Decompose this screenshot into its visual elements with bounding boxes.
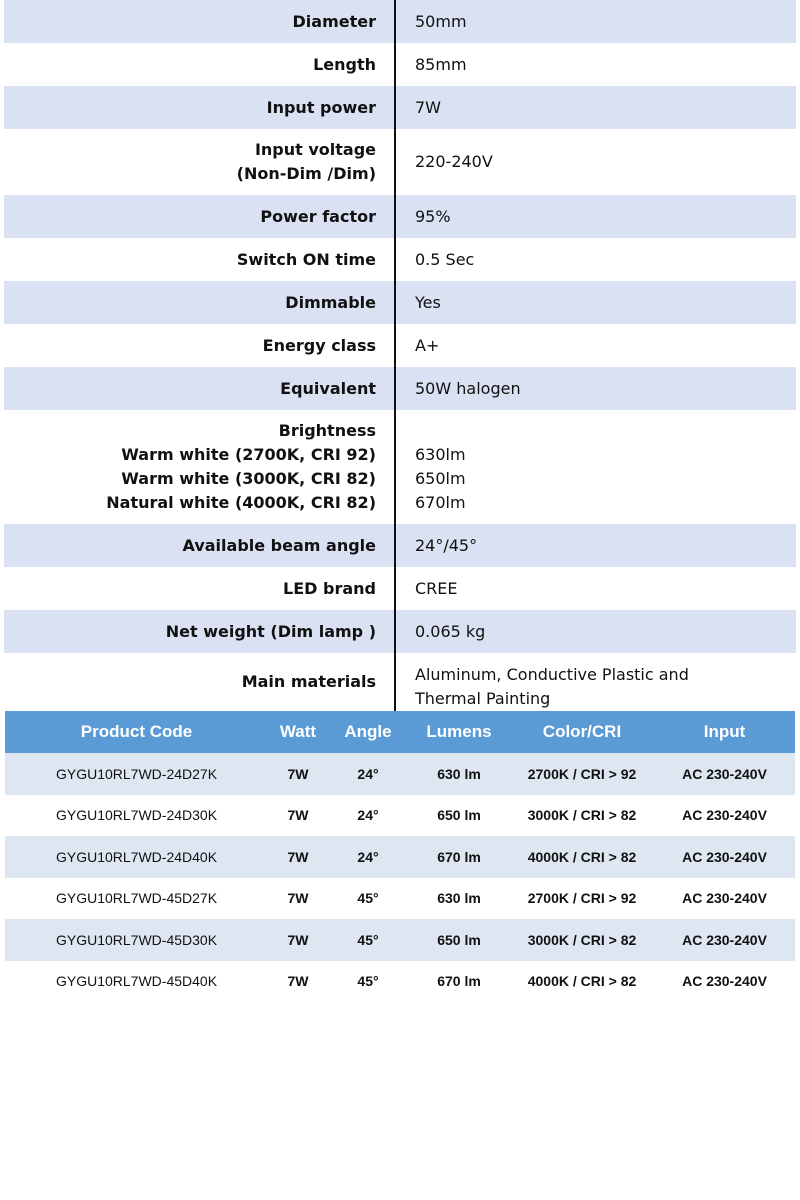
cell-watt: 7W	[287, 848, 309, 865]
cell-lumens: 650 lm	[437, 931, 481, 948]
spec-label	[4, 195, 396, 238]
spec-value	[396, 410, 796, 524]
spec-value-line: Yes	[415, 292, 441, 312]
cell-watt: 7W	[287, 973, 309, 990]
header-product-code: Product Code	[80, 722, 193, 741]
cell-color-cri: 2700K / CRI > 92	[527, 890, 637, 907]
header-lumens: Lumens	[426, 722, 492, 741]
cell-angle: 45°	[357, 890, 379, 907]
spec-label-line: Brightness	[278, 421, 376, 440]
spec-label-line: Energy class	[262, 335, 376, 355]
spec-value	[396, 0, 796, 43]
cell-color-cri: 3000K / CRI > 82	[527, 807, 637, 824]
spec-value	[396, 653, 796, 711]
cell-angle: 24°	[357, 807, 379, 824]
spec-label-line: Dimmable	[285, 292, 376, 312]
cell-input: AC 230-240V	[682, 931, 767, 948]
spec-label-line: Diameter	[292, 11, 376, 31]
cell-color-cri: 3000K / CRI > 82	[527, 931, 637, 948]
spec-value-line: 50mm	[415, 11, 467, 31]
spec-value-line: A+	[415, 335, 440, 355]
cell-watt: 7W	[287, 931, 309, 948]
spec-row	[4, 610, 796, 653]
header-color-cri: Color/CRI	[542, 722, 622, 741]
spec-row	[4, 653, 796, 711]
spec-label-line: Input power	[266, 97, 376, 117]
product-table-body	[5, 753, 795, 1002]
cell-watt: 7W	[287, 890, 309, 907]
spec-row	[4, 0, 796, 43]
table-row	[5, 961, 795, 1003]
cell-input: AC 230-240V	[682, 890, 767, 907]
spec-label	[4, 410, 396, 524]
spec-value	[396, 567, 796, 610]
spec-label	[4, 129, 396, 195]
cell-product-code: GYGU10RL7WD-45D27K	[55, 890, 218, 907]
cell-input: AC 230-240V	[682, 973, 767, 990]
spec-row	[4, 195, 796, 238]
cell-product-code: GYGU10RL7WD-24D27K	[55, 765, 218, 782]
spec-row	[4, 567, 796, 610]
spec-value-line	[415, 419, 715, 443]
spec-label	[4, 367, 396, 410]
spec-row	[4, 86, 796, 129]
table-row	[5, 753, 795, 795]
spec-label-line: Length	[313, 54, 376, 74]
spec-value	[396, 238, 796, 281]
table-row	[5, 919, 795, 961]
spec-row	[4, 410, 796, 524]
cell-watt: 7W	[287, 807, 309, 824]
spec-row	[4, 324, 796, 367]
table-row	[5, 878, 795, 920]
spec-label	[4, 567, 396, 610]
cell-lumens: 630 lm	[437, 890, 481, 907]
spec-value	[396, 86, 796, 129]
cell-product-code: GYGU10RL7WD-24D30K	[55, 807, 218, 824]
spec-value-line: 630lm	[415, 445, 466, 464]
spec-label-line: Input voltage	[254, 140, 376, 159]
spec-label-line: Warm white (2700K, CRI 92)	[121, 445, 376, 464]
spec-label-line: Switch ON time	[236, 249, 376, 269]
spec-table	[4, 0, 796, 711]
spec-value-line: 220-240V	[415, 152, 493, 171]
spec-label	[4, 281, 396, 324]
cell-lumens: 670 lm	[437, 848, 481, 865]
spec-label	[4, 86, 396, 129]
cell-lumens: 670 lm	[437, 973, 481, 990]
spec-label	[4, 610, 396, 653]
product-table	[5, 711, 795, 1002]
cell-color-cri: 2700K / CRI > 92	[527, 765, 637, 782]
cell-color-cri: 4000K / CRI > 82	[527, 848, 637, 865]
spec-value	[396, 367, 796, 410]
cell-watt: 7W	[287, 765, 309, 782]
spec-label-line: Available beam angle	[182, 535, 376, 555]
spec-value-line: 7W	[415, 97, 441, 117]
cell-product-code: GYGU10RL7WD-24D40K	[55, 848, 218, 865]
spec-label-line: Power factor	[260, 206, 376, 226]
cell-angle: 24°	[357, 848, 379, 865]
spec-label-line: Net weight (Dim lamp )	[165, 621, 376, 641]
spec-value	[396, 524, 796, 567]
cell-lumens: 630 lm	[437, 765, 481, 782]
spec-row	[4, 281, 796, 324]
spec-value-line: CREE	[415, 578, 458, 598]
spec-value-line: 650lm	[415, 469, 466, 488]
cell-color-cri: 4000K / CRI > 82	[527, 973, 637, 990]
spec-row	[4, 129, 796, 195]
header-watt: Watt	[279, 722, 317, 741]
cell-product-code: GYGU10RL7WD-45D30K	[55, 931, 218, 948]
spec-value-line: 0.065 kg	[415, 621, 486, 641]
spec-row	[4, 524, 796, 567]
product-table-header	[5, 711, 795, 753]
spec-value-line: 50W halogen	[415, 378, 521, 398]
cell-input: AC 230-240V	[682, 807, 767, 824]
cell-input: AC 230-240V	[682, 848, 767, 865]
spec-label	[4, 524, 396, 567]
table-row	[5, 836, 795, 878]
spec-label-line: Equivalent	[280, 378, 376, 398]
spec-value	[396, 281, 796, 324]
spec-value-line: 85mm	[415, 54, 467, 74]
spec-label-line: Natural white (4000K, CRI 82)	[106, 493, 376, 512]
spec-value	[396, 324, 796, 367]
cell-lumens: 650 lm	[437, 807, 481, 824]
table-row	[5, 795, 795, 837]
spec-label-line: Main materials	[241, 672, 376, 691]
header-angle: Angle	[344, 722, 392, 741]
spec-label	[4, 43, 396, 86]
spec-value	[396, 43, 796, 86]
spec-value-line: 670lm	[415, 493, 466, 512]
spec-label-line: LED brand	[283, 578, 376, 598]
cell-angle: 45°	[357, 973, 379, 990]
spec-value	[396, 195, 796, 238]
spec-label	[4, 324, 396, 367]
spec-row	[4, 367, 796, 410]
spec-label	[4, 0, 396, 43]
spec-value-line: 24°/45°	[415, 535, 478, 555]
spec-value-line: Aluminum, Conductive Plastic and Thermal Painting	[415, 665, 689, 708]
spec-value-line: 95%	[415, 206, 451, 226]
header-input: Input	[703, 722, 746, 741]
spec-value-line: 0.5 Sec	[415, 249, 475, 269]
spec-label-line: (Non-Dim /Dim)	[236, 164, 376, 183]
spec-label-line: Warm white (3000K, CRI 82)	[121, 469, 376, 488]
cell-angle: 24°	[357, 765, 379, 782]
cell-product-code: GYGU10RL7WD-45D40K	[55, 973, 218, 990]
spec-row	[4, 238, 796, 281]
spec-label	[4, 238, 396, 281]
spec-label	[4, 653, 396, 711]
spec-value	[396, 610, 796, 653]
spec-value	[396, 129, 796, 195]
spec-row	[4, 43, 796, 86]
cell-input: AC 230-240V	[682, 765, 767, 782]
cell-angle: 45°	[357, 931, 379, 948]
